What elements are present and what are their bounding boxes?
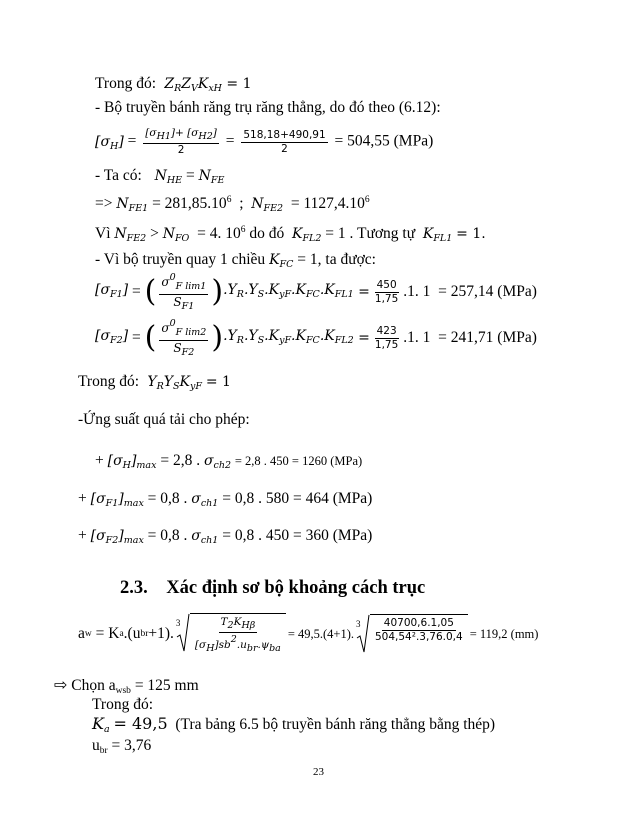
label-trong-do-1: Trong đó:	[95, 75, 157, 92]
line-11: -Ứng suất quá tải cho phép:	[78, 411, 250, 428]
line-10: Trong đó: $Y_RY_SK_{yF} = 1$	[78, 373, 231, 392]
fraction-423: $\frac{423}{1,75}$	[374, 324, 399, 351]
line-4: - Ta có: $N_{HE} = N_{FE}$	[95, 167, 225, 186]
line-3-sigma-h: $[\sigma_H]$ = $\frac{[\sigma H1]+ [\sigma H2]}{2}$ = $\frac{518,18+490,91}{2}$ = 504,55 (MPa)	[95, 127, 434, 156]
line-16: ⇨ Chọn $a_{wsb} = 125$ mm	[54, 675, 199, 696]
line-13: + $[\sigma_{F1}]_{max} = 0,8$ . $\sigma_{ch1} = 0,8$ . 580 = 464 (MPa)	[78, 490, 373, 509]
section-number: 2.3.	[120, 578, 148, 598]
cube-root-1: 3 $\frac{\text{T2KHβ}}{\text{[σH]sb2.ubr.ψba}}$	[176, 613, 286, 655]
line-1	[95, 74, 252, 99]
section-title: Xác định sơ bộ khoảng cách trục	[166, 578, 426, 598]
line-17: Trong đó:	[92, 696, 154, 713]
line-8-sigma-f1: $[\sigma_{F1}]$ = ( $\frac{\sigma^0_{F lim1}}{S_{F1}}$ ) $.Y_R.Y_S.K_{yF}.K_{FC}.K_{FL1}$ = $\frac{450}{1,75}$ .1. 1 = 257,14 (MPa)	[95, 272, 537, 312]
line-5: => $N_{FE1} = 281,85.10^6$ ; $N_{FE2} = 1127,4.10^6$	[95, 195, 370, 214]
cube-root-2: 3 $\frac{40700,6.1,05}{\text{504,54².3,76.0,4}}$	[356, 614, 468, 654]
fraction-sigma-h-values: $\frac{518,18+490,91}{2}$	[243, 128, 326, 155]
line-19: $u_{br} = 3,76$	[92, 737, 152, 756]
formula-zr-zv-kxh: $Z_RZ_VK_{xH} = 1$	[159, 76, 252, 94]
fraction-sigma-flim2: $\frac{\sigma^0_{F lim2}}{S_{F2}}$	[161, 318, 207, 358]
line-12: + $[\sigma_H]_{max} = 2,8$ . $\sigma_{ch2} = 2,8$ . 450 = 1260 (MPa)	[95, 452, 363, 471]
fraction-sigma-h: $\frac{[\sigma H1]+ [\sigma H2]}{2}$	[145, 127, 217, 156]
line-2: - Bộ truyền bánh răng trụ răng thẳng, do đó theo (6.12):	[95, 99, 441, 116]
line-15-aw: a w = K a .(u br +1). 3 $\frac{\text{T2KHβ}}{\text{[σH]sb2.ubr.ψba}}$ = 49,5.(4+1). 3 $\frac{40700,6.1,05}{\text{504,54².3,76.0,4}}$ = 119,2 (mm)	[78, 614, 538, 654]
line-7: - Vì bộ truyền quay 1 chiều $K_{FC} = 1$, ta được:	[95, 251, 376, 270]
line-18: $K_a = 49,5$ (Tra bảng 6.5 bộ truyền bánh răng thẳng bằng thép)	[92, 714, 496, 735]
fraction-sigma-flim1: $\frac{\sigma^0_{F lim1}}{S_{F1}}$	[161, 272, 207, 312]
section-heading	[120, 578, 425, 598]
line-6: Vì $N_{FE2} > N_{FO} = 4$. $10^6$ do đó $K_{FL2} = 1$ . Tương tự $K_{FL1} = 1$.	[95, 225, 486, 244]
line-14: + $[\sigma_{F2}]_{max} = 0,8$ . $\sigma_{ch1} = 0,8$ . 450 = 360 (MPa)	[78, 527, 373, 546]
arrow-right-icon: ⇨	[54, 675, 68, 694]
page-number: 23	[313, 766, 324, 778]
line-9-sigma-f2: $[\sigma_{F2}]$ = ( $\frac{\sigma^0_{F lim2}}{S_{F2}}$ ) $.Y_R.Y_S.K_{yF}.K_{FC}.K_{FL2}$ = $\frac{423}{1,75}$ .1. 1 = 241,71 (MPa)	[95, 318, 537, 358]
fraction-450: $\frac{450}{1,75}$	[374, 278, 399, 305]
